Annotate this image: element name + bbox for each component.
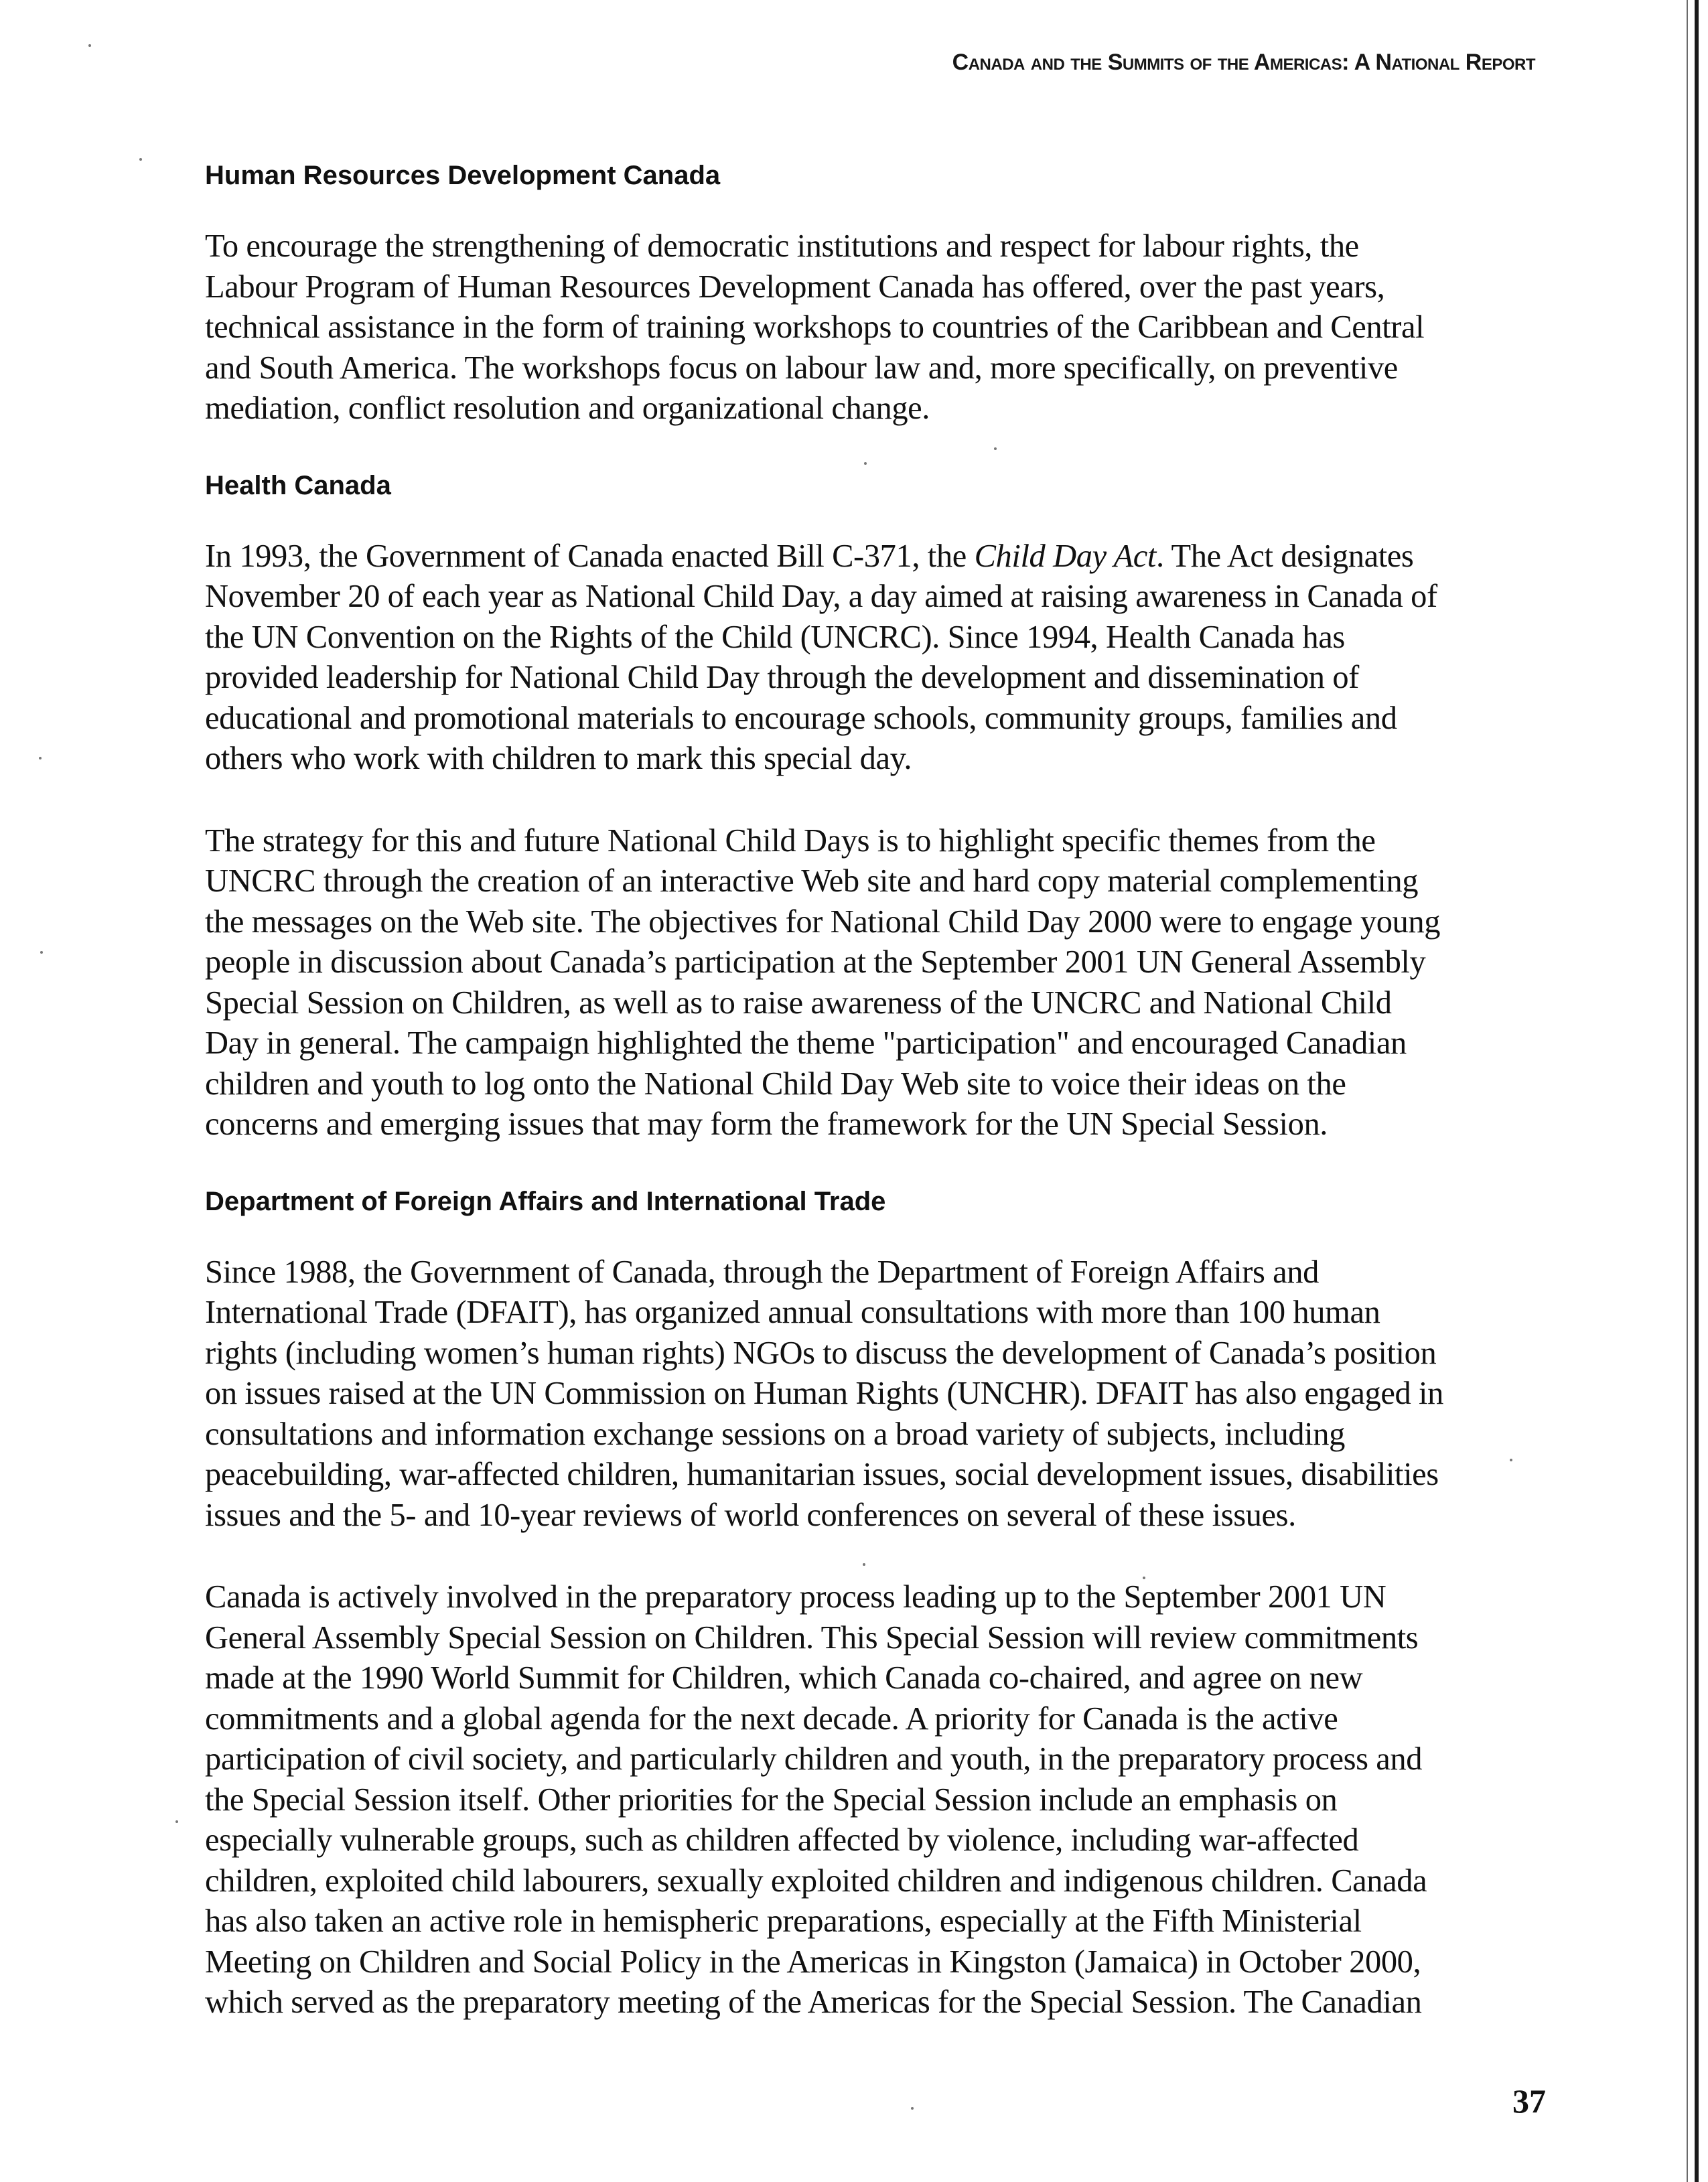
scan-speck [139,158,142,161]
text-line: peacebuilding, war-affected children, humanitarian issues, social development issues, disabilities [205,1457,1439,1492]
act-title-italic: Child Day Act [974,538,1156,574]
page-edge-rule-thin [1687,0,1688,2182]
text-fragment: . The Act designates [1155,538,1414,574]
text-line: consultations and information exchange sessions on a broad variety of subjects, including [205,1416,1345,1452]
text-line: Special Session on Children, as well as to raise awareness of the UNCRC and National Child [205,985,1392,1021]
scan-speck [175,1820,178,1823]
paragraph-hrdc-labour-program [205,226,1538,429]
page-body [205,158,1538,2023]
text-line: on issues raised at the UN Commission on Human Rights (UNCHR). DFAIT has also engaged in [205,1376,1443,1411]
text-line: Meeting on Children and Social Policy in the Americas in Kingston (Jamaica) in October 2000, [205,1944,1421,1980]
text-line: the messages on the Web site. The objectives for National Child Day 2000 were to engage young [205,903,1441,940]
paragraph-national-child-day-strategy [205,821,1538,1145]
running-header: Canada and the Summits of the Americas: A National Report [952,50,1535,75]
text-line: General Assembly Special Session on Children. This Special Session will review commitments [205,1619,1419,1656]
text-line: technical assistance in the form of training workshops to countries of the Caribbean and Central [205,309,1425,345]
text-line: which served as the preparatory meeting of the Americas for the Special Session. The Canadian [205,1984,1422,2020]
text-line: people in discussion about Canada’s participation at the September 2001 UN General Assembly [205,944,1426,980]
text-line: participation of civil society, and particularly children and youth, in the preparatory process and [205,1741,1423,1777]
scan-speck [1510,1459,1512,1461]
text-line: mediation, conflict resolution and organizational change. [205,390,930,426]
text-line: the Special Session itself. Other priorities for the Special Session include an emphasis on [205,1781,1338,1818]
text-line: provided leadership for National Child Day through the development and dissemination of [205,660,1359,695]
scan-speck [40,951,43,954]
text-line: children and youth to log onto the National Child Day Web site to voice their ideas on the [205,1066,1346,1102]
text-line: Day in general. The campaign highlighted the theme "participation" and encouraged Canadian [205,1025,1407,1061]
section-heading-dfait: Department of Foreign Affairs and International Trade [205,1186,886,1216]
text-line: and South America. The workshops focus on labour law and, more specifically, on preventive [205,350,1398,386]
text-line: others who work with children to mark this special day. [205,741,912,776]
section-heading-health-canada: Health Canada [205,470,391,500]
text-line: To encourage the strengthening of democratic institutions and respect for labour rights, the [205,228,1359,264]
page-edge-rule [1695,0,1699,2182]
scan-speck [88,44,91,47]
scan-speck [39,757,42,759]
paragraph-child-day-act [205,536,1538,780]
page-number: 37 [1512,2082,1546,2120]
text-line: Since 1988, the Government of Canada, through the Department of Foreign Affairs and [205,1254,1319,1290]
text-line: the UN Convention on the Rights of the Child (UNCRC). Since 1994, Health Canada has [205,619,1345,655]
text-line: made at the 1990 World Summit for Children, which Canada co-chaired, and agree on new [205,1660,1363,1696]
section-heading-hrdc: Human Resources Development Canada [205,161,721,190]
text-line: The strategy for this and future National Child Days is to highlight specific themes from the [205,822,1376,859]
scan-speck [911,2107,914,2110]
paragraph-dfait-consultations [205,1252,1538,1536]
text-line: commitments and a global agenda for the next decade. A priority for Canada is the active [205,1700,1338,1737]
text-line: UNCRC through the creation of an interactive Web site and hard copy material complementing [205,863,1419,899]
text-line: especially vulnerable groups, such as children affected by violence, including war-affected [205,1822,1359,1858]
paragraph-special-session-preparation [205,1577,1538,2023]
text-line: issues and the 5- and 10-year reviews of world conferences on several of these issues. [205,1497,1296,1533]
text-line [205,536,1538,577]
scan-speck [1143,1577,1145,1579]
text-line: children, exploited child labourers, sexually exploited children and indigenous children. Canada [205,1863,1427,1899]
text-line: rights (including women’s human rights) NGOs to discuss the development of Canada’s position [205,1335,1437,1371]
text-line: has also taken an active role in hemispheric preparations, especially at the Fifth Ministerial [205,1903,1362,1939]
scan-speck [864,462,867,465]
text-line: November 20 of each year as National Child Day, a day aimed at raising awareness in Canada of [205,579,1437,614]
text-line: Labour Program of Human Resources Development Canada has offered, over the past years, [205,269,1385,305]
text-line: concerns and emerging issues that may form the framework for the UN Special Session. [205,1106,1328,1142]
text-line: educational and promotional materials to encourage schools, community groups, families and [205,700,1397,736]
text-fragment: In 1993, the Government of Canada enacted Bill C-371, the [205,538,975,574]
scan-speck [994,447,997,450]
text-line: Canada is actively involved in the preparatory process leading up to the September 2001 UN [205,1579,1386,1615]
text-line: International Trade (DFAIT), has organized annual consultations with more than 100 human [205,1295,1380,1330]
scan-speck [863,1563,865,1566]
